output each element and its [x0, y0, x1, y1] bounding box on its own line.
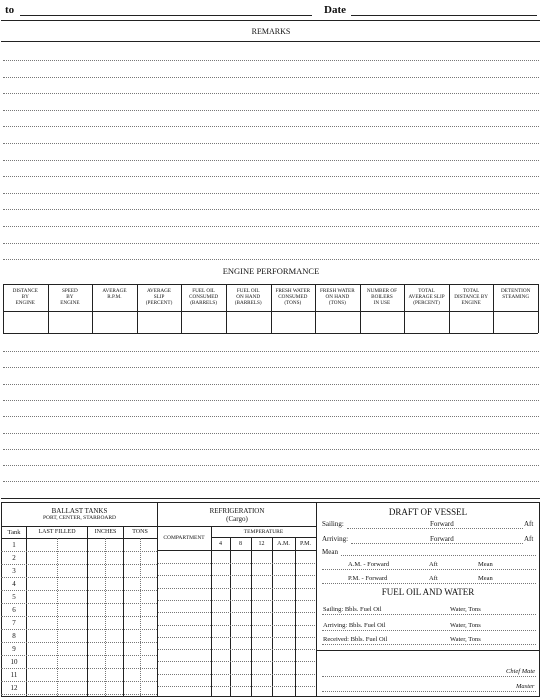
- engine-col-header: AVERAGE R.P.M.: [102, 288, 127, 300]
- chief-mate-label: Chief Mate: [506, 668, 536, 675]
- engine-col-header: NUMBER OF BOILERS IN USE: [366, 288, 397, 306]
- draft-sailing-label: Sailing:: [322, 520, 344, 528]
- tank-number: 1: [12, 541, 16, 549]
- refrig-row-line[interactable]: [158, 612, 315, 613]
- ballast-subtitle: PORT, CENTER, STARBOARD: [42, 515, 117, 521]
- draft-am-forward: A.M. - Forward: [348, 561, 390, 568]
- draft-arriving-forward: Forward: [430, 535, 454, 543]
- engine-col-header: DETENTION STEAMING: [501, 288, 531, 300]
- refrig-row-line[interactable]: [158, 674, 315, 675]
- tank-number: 4: [12, 580, 16, 588]
- engine-col-header: FUEL OIL ON HAND (BARRELS): [234, 288, 262, 306]
- col-temperature: TEMPERATURE: [243, 529, 284, 535]
- engine-col-header: FRESH WATER CONSUMED (TONS): [275, 288, 311, 306]
- to-field[interactable]: [20, 15, 312, 16]
- draft-pm-mean: Mean: [478, 575, 493, 582]
- fuel-received-label: Received: Bbls. Fuel Oil: [323, 636, 388, 643]
- draft-pm-aft: Aft: [429, 575, 438, 582]
- refrig-row-line[interactable]: [158, 649, 315, 650]
- frame-right: [539, 502, 540, 696]
- engine-data-cell[interactable]: [138, 312, 181, 332]
- remarks-line[interactable]: [3, 226, 539, 227]
- ballast-dot-1: [57, 538, 58, 696]
- ballast-row-line[interactable]: [1, 616, 157, 617]
- draft-sailing-forward: Forward: [430, 520, 454, 528]
- ballast-row-line[interactable]: [1, 590, 157, 591]
- engine-note-line[interactable]: [3, 416, 539, 417]
- refrigeration-subtitle: (Cargo): [226, 515, 248, 523]
- engine-note-line[interactable]: [3, 465, 539, 466]
- ballast-row-line[interactable]: [1, 655, 157, 656]
- engine-col-header: DISTANCE BY ENGINE: [12, 288, 38, 306]
- col-tons: TONS: [132, 529, 148, 535]
- refrig-row-line[interactable]: [158, 600, 315, 601]
- temp-col-header: 4: [219, 541, 222, 547]
- refrig-section-divider: [316, 502, 317, 696]
- chief-mate-field[interactable]: [322, 676, 536, 677]
- engine-data-cell[interactable]: [93, 312, 136, 332]
- engine-note-line[interactable]: [3, 400, 539, 401]
- remarks-line[interactable]: [3, 176, 539, 177]
- temp-col-header: A.M.: [277, 541, 290, 547]
- tank-number: 8: [12, 632, 16, 640]
- engine-data-cell[interactable]: [4, 312, 47, 332]
- refrigeration-title: REFRIGERATION: [209, 507, 265, 515]
- engine-col-header: FRESH WATER ON HAND (TONS): [320, 288, 355, 306]
- frame-bottom: [1, 696, 540, 697]
- ballast-dot-3: [140, 538, 141, 696]
- fuel-arriving-field[interactable]: [322, 630, 536, 631]
- engine-notes-end: [1, 498, 540, 499]
- draft-title: DRAFT OF VESSEL: [388, 507, 468, 517]
- refrig-rule-3: [157, 550, 316, 551]
- bottom-frame-top: [1, 502, 540, 503]
- temp-col-divider: [251, 537, 252, 696]
- date-field[interactable]: [351, 15, 537, 16]
- remarks-line[interactable]: [3, 209, 539, 210]
- tank-number: 7: [12, 619, 16, 627]
- temp-col-header: P.M.: [299, 541, 311, 547]
- engine-note-line[interactable]: [3, 351, 539, 352]
- engine-note-line[interactable]: [3, 433, 539, 434]
- temp-col-divider: [230, 537, 231, 696]
- refrig-row-line[interactable]: [158, 637, 315, 638]
- tank-number: 9: [12, 645, 16, 653]
- fuel-sailing-water: Water, Tons: [450, 606, 481, 613]
- engine-data-cell[interactable]: [361, 312, 404, 332]
- tank-number: 10: [10, 658, 18, 666]
- draft-sailing-field[interactable]: [347, 528, 523, 529]
- engine-note-line[interactable]: [3, 367, 539, 368]
- draft-arriving-aft: Aft: [524, 535, 534, 543]
- fuel-sailing-field[interactable]: [322, 614, 536, 615]
- draft-mean-field[interactable]: [341, 555, 536, 556]
- refrig-row-line[interactable]: [158, 588, 315, 589]
- refrig-rule-1: [157, 526, 316, 527]
- refrig-row-line[interactable]: [158, 625, 315, 626]
- remarks-title: REMARKS: [251, 27, 291, 36]
- frame-top: [1, 20, 540, 21]
- ballast-row-line[interactable]: [1, 577, 157, 578]
- engine-note-line[interactable]: [3, 384, 539, 385]
- engine-col-header: SPEED BY ENGINE: [60, 288, 80, 306]
- ballast-row-line[interactable]: [1, 629, 157, 630]
- engine-data-cell[interactable]: [316, 312, 359, 332]
- signature-rule: [316, 650, 539, 651]
- engine-data-cell[interactable]: [272, 312, 315, 332]
- remarks-line[interactable]: [3, 110, 539, 111]
- tank-number: 3: [12, 567, 16, 575]
- ballast-row-line[interactable]: [1, 551, 157, 552]
- temp-col-divider: [272, 537, 273, 696]
- ballast-row-line[interactable]: [1, 603, 157, 604]
- tank-number: 12: [10, 684, 18, 692]
- refrig-row-line[interactable]: [158, 686, 315, 687]
- date-label: Date: [324, 4, 346, 16]
- tank-number: 11: [10, 671, 18, 679]
- compartment-divider: [211, 526, 212, 696]
- ballast-title: BALLAST TANKS: [51, 507, 108, 515]
- draft-am-mean: Mean: [478, 561, 493, 568]
- draft-am-field[interactable]: [322, 569, 536, 570]
- engine-data-cell[interactable]: [227, 312, 270, 332]
- col-inches: INCHES: [94, 529, 117, 535]
- ballast-row-line[interactable]: [1, 642, 157, 643]
- fuel-sailing-label: Sailing: Bbls. Fuel Oil: [323, 606, 382, 613]
- draft-mean-label: Mean: [322, 548, 338, 556]
- engine-col-divider: [538, 284, 539, 333]
- ballast-row-line[interactable]: [1, 681, 157, 682]
- refrig-row-line[interactable]: [158, 575, 315, 576]
- engine-title: ENGINE PERFORMANCE: [222, 266, 320, 276]
- fuel-received-water: Water, Tons: [450, 636, 481, 643]
- temp-col-header: 12: [258, 541, 265, 547]
- remarks-line[interactable]: [3, 93, 539, 94]
- refrig-row-line[interactable]: [158, 563, 315, 564]
- engine-data-cell[interactable]: [182, 312, 225, 332]
- draft-am-aft: Aft: [429, 561, 438, 568]
- refrig-rule-2: [211, 537, 316, 538]
- engine-col-header: TOTAL AVERAGE SLIP (PERCENT): [408, 288, 445, 306]
- draft-arriving-field[interactable]: [351, 543, 523, 544]
- remarks-line[interactable]: [3, 160, 539, 161]
- remarks-rule: [1, 41, 540, 42]
- draft-arriving-label: Arriving:: [322, 535, 349, 543]
- remarks-line[interactable]: [3, 60, 539, 61]
- to-label: to: [5, 4, 15, 16]
- refrig-row-line[interactable]: [158, 661, 315, 662]
- remarks-line[interactable]: [3, 243, 539, 244]
- temp-col-divider: [295, 537, 296, 696]
- col-last-filled: LAST FILLED: [38, 529, 76, 535]
- fuel-received-field[interactable]: [322, 644, 536, 645]
- col-tank: Tank: [7, 529, 21, 536]
- remarks-line[interactable]: [3, 126, 539, 127]
- col-compartment: COMPARTMENT: [163, 535, 205, 541]
- fuel-title: FUEL OIL AND WATER: [381, 587, 475, 597]
- engine-data-cell[interactable]: [494, 312, 537, 332]
- engine-rule-bottom: [3, 333, 538, 334]
- remarks-line[interactable]: [3, 193, 539, 194]
- tank-number: 5: [12, 593, 16, 601]
- engine-col-header: TOTAL DISTANCE BY ENGINE: [454, 288, 488, 306]
- ballast-dot-2: [105, 538, 106, 696]
- draft-sailing-aft: Aft: [524, 520, 534, 528]
- remarks-line[interactable]: [3, 143, 539, 144]
- engine-col-header: AVERAGE SLIP (PERCENT): [145, 288, 173, 306]
- draft-pm-field[interactable]: [322, 583, 536, 584]
- engine-col-header: FUEL OIL CONSUMED (BARRELS): [189, 288, 219, 306]
- temp-col-header: 8: [239, 541, 242, 547]
- ballast-row-line[interactable]: [1, 694, 157, 695]
- engine-note-line[interactable]: [3, 481, 539, 482]
- remarks-line[interactable]: [3, 77, 539, 78]
- ballast-rule-2: [1, 538, 157, 539]
- tank-number: 2: [12, 554, 16, 562]
- master-field[interactable]: [322, 691, 536, 692]
- ballast-row-line[interactable]: [1, 564, 157, 565]
- fuel-arriving-water: Water, Tons: [450, 622, 481, 629]
- tank-number: 6: [12, 606, 16, 614]
- engine-data-cell[interactable]: [450, 312, 493, 332]
- engine-note-line[interactable]: [3, 449, 539, 450]
- draft-pm-forward: P.M. - Forward: [348, 575, 388, 582]
- ballast-rule-1: [1, 526, 157, 527]
- fuel-arriving-label: Arriving: Bbls. Fuel Oil: [323, 622, 386, 629]
- master-label: Master: [516, 683, 535, 690]
- engine-data-cell[interactable]: [49, 312, 92, 332]
- engine-data-cell[interactable]: [405, 312, 448, 332]
- remarks-line[interactable]: [3, 259, 539, 260]
- ballast-row-line[interactable]: [1, 668, 157, 669]
